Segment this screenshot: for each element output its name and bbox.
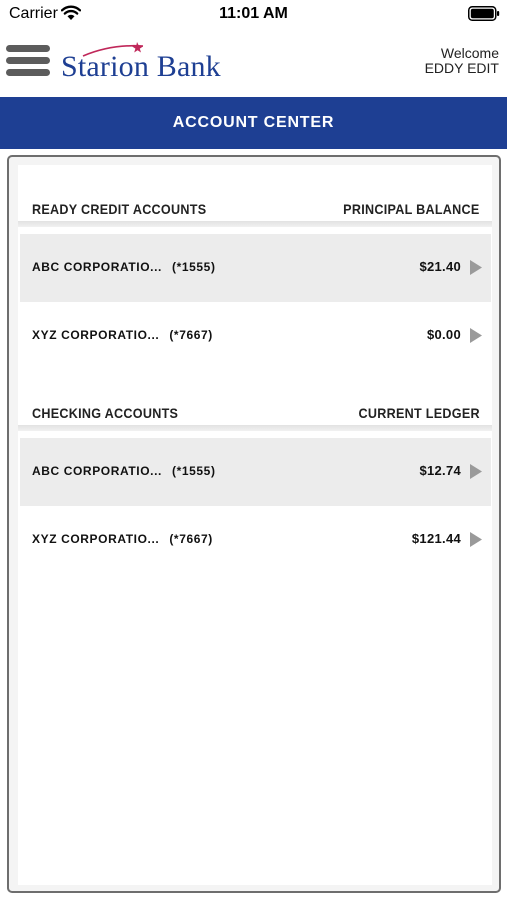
section-column-label: PRINCIPAL BALANCE: [343, 201, 480, 217]
title-bar: [0, 97, 507, 149]
app-header: [0, 30, 507, 97]
logo-text: Starion Bank: [61, 50, 221, 83]
battery-icon: [468, 6, 500, 21]
account-name: ABC CORPORATIO...: [32, 260, 162, 274]
account-number: (*1555): [171, 464, 216, 478]
account-balance: $121.44: [411, 531, 461, 546]
user-name: EDDY EDIT: [424, 60, 499, 76]
account-name: ABC CORPORATIO...: [32, 464, 162, 478]
section-header-ready-credit: [18, 179, 492, 223]
accounts-list: [18, 165, 492, 885]
section-header-checking: [18, 383, 492, 427]
section-column-label: CURRENT LEDGER: [358, 405, 480, 421]
chevron-right-icon: [469, 531, 483, 548]
account-row[interactable]: [20, 506, 491, 574]
status-time: 11:01 AM: [219, 5, 288, 22]
hamburger-menu-icon[interactable]: [6, 45, 50, 77]
account-name: XYZ CORPORATIO...: [32, 328, 160, 342]
chevron-right-icon: [469, 327, 483, 344]
section-divider: [18, 221, 492, 227]
account-row[interactable]: [20, 438, 491, 506]
account-balance: $0.00: [426, 327, 461, 342]
account-balance: $12.74: [419, 463, 461, 478]
account-number: (*7667): [169, 328, 213, 342]
status-bar: [0, 0, 507, 30]
account-row[interactable]: [20, 302, 491, 370]
account-row[interactable]: [20, 234, 491, 302]
chevron-right-icon: [469, 463, 483, 480]
carrier-label: Carrier: [9, 5, 58, 22]
starion-bank-logo: [61, 40, 231, 84]
welcome-label: Welcome: [440, 45, 499, 61]
account-name: XYZ CORPORATIO...: [32, 532, 160, 546]
section-title: CHECKING ACCOUNTS: [32, 405, 179, 421]
account-number: (*7667): [169, 532, 213, 546]
account-balance: $21.40: [419, 259, 461, 274]
welcome-block: [425, 46, 499, 76]
section-divider: [18, 425, 492, 431]
chevron-right-icon: [469, 259, 483, 276]
page-title: ACCOUNT CENTER: [172, 114, 335, 131]
account-number: (*1555): [171, 260, 216, 274]
section-title: READY CREDIT ACCOUNTS: [32, 201, 207, 217]
accounts-panel: [7, 155, 501, 893]
